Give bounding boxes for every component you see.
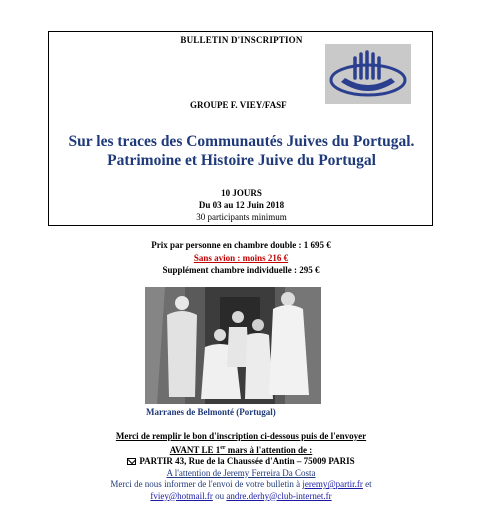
notice-info-line1: Merci de nous informer de l'envoi de votre bulletin à jeremy@partir.fr et	[110, 479, 372, 489]
envelope-icon	[127, 458, 136, 465]
bulletin-title: BULLETIN D'INSCRIPTION	[180, 35, 303, 45]
notice-info-line2: fviey@hotmail.fr ou andre.derhy@club-internet.fr	[150, 490, 332, 501]
photo-caption: Marranes de Belmonté (Portugal)	[146, 407, 276, 417]
trip-dates: Du 03 au 12 Juin 2018	[198, 200, 285, 210]
registration-header-box	[48, 31, 433, 226]
fasf-logo	[325, 44, 411, 104]
trip-title-line2: Patrimoine et Histoire Juive du Portugal	[107, 152, 376, 169]
email-link-andre[interactable]: andre.derhy@club-internet.fr	[226, 490, 332, 501]
belmonte-photo	[145, 287, 321, 404]
trip-title	[49, 132, 434, 170]
email-link-fviey[interactable]: fviey@hotmail.fr	[150, 490, 213, 501]
submission-notice	[0, 431, 482, 502]
group-label: GROUPE F. VIEY/FASF	[190, 100, 287, 110]
trip-details	[49, 187, 434, 223]
price-single-supplement: Supplément chambre individuelle : 295 €	[162, 265, 320, 275]
trip-title-line1: Sur les traces des Communautés Juives du Portugal.	[68, 133, 415, 150]
price-without-plane: Sans avion : moins 216 €	[193, 252, 289, 263]
trip-participants: 30 participants minimum	[196, 212, 287, 222]
notice-instruction: Merci de remplir le bon d'inscription ci-dessous puis de l'envoyer	[115, 431, 367, 441]
notice-address: PARTIR 43, Rue de la Chaussée d'Antin – 75009 PARIS	[0, 456, 482, 468]
trip-duration: 10 JOURS	[221, 188, 262, 198]
email-link-jeremy[interactable]: jeremy@partir.fr	[302, 479, 363, 489]
notice-deadline: AVANT LE 1er mars à l'attention de :	[169, 444, 313, 455]
notice-attention: A l'attention de Jeremy Ferreira Da Costa	[166, 467, 316, 478]
pricing-block	[0, 239, 482, 277]
price-double-room: Prix par personne en chambre double : 1 695 €	[151, 240, 331, 250]
